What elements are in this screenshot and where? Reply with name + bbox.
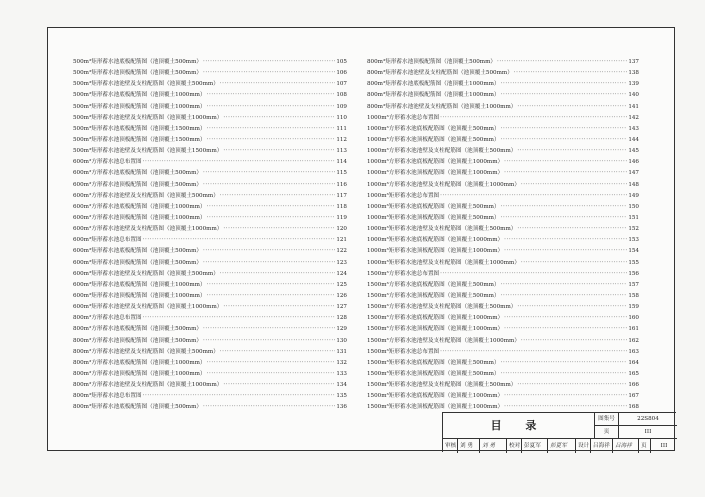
toc-leader-dots	[223, 380, 335, 391]
toc-entry	[367, 180, 639, 191]
toc-leader-dots	[501, 79, 628, 90]
toc-entry	[73, 102, 347, 113]
toc-entry-page: 127	[336, 304, 347, 311]
toc-entry-title: 1000m³方形蓄水池底板配筋图（池顶覆土500mm）	[367, 125, 500, 132]
toc-entry-page: 164	[628, 359, 639, 366]
toc-leader-dots	[207, 102, 336, 113]
toc-leader-dots	[497, 57, 627, 68]
toc-leader-dots	[501, 90, 628, 101]
toc-entry	[73, 191, 347, 202]
toc-entry	[73, 224, 347, 235]
toc-leader-dots	[440, 191, 627, 202]
toc-entry-page: 144	[628, 136, 639, 143]
toc-entry-page: 136	[336, 404, 347, 411]
toc-entry-page: 154	[628, 248, 639, 255]
toc-leader-dots	[220, 347, 336, 358]
toc-leader-dots	[143, 391, 336, 402]
toc-entry-title: 1000m³矩形蓄水池池壁及支柱配筋图（池顶覆土500mm）	[367, 226, 517, 233]
toc-entry-title: 600m³方形蓄水池底板配筋图（池顶覆土500mm）	[73, 170, 203, 177]
toc-entry-page: 141	[628, 103, 639, 110]
toc-entry-page: 138	[628, 70, 639, 77]
toc-leader-dots	[203, 68, 335, 79]
toc-entry-title: 1500m³方形蓄水池底板配筋图（池顶覆土1000mm）	[367, 315, 504, 322]
toc-entry-title: 800m³矩形蓄水池总布置图	[73, 393, 142, 400]
toc-entry-title: 1000m³方形蓄水池顶板配筋图（池顶覆土500mm）	[367, 136, 500, 143]
toc-entry-title: 1500m³矩形蓄水池总布置图	[367, 348, 440, 355]
toc-entry-title: 1000m³方形蓄水池总布置图	[367, 114, 440, 121]
toc-entry	[367, 57, 639, 68]
toc-entry	[367, 324, 639, 335]
toc-entry-title: 500m³矩形蓄水池池壁及支柱配筋图（池顶覆土1500mm）	[73, 148, 223, 155]
toc-entry-page: 119	[336, 214, 347, 221]
toc-entry	[367, 347, 639, 358]
toc-entry-page: 163	[628, 348, 639, 355]
toc-entry-page: 125	[336, 281, 347, 288]
toc-entry	[73, 124, 347, 135]
toc-entry	[367, 224, 639, 235]
toc-entry-title: 1000m³矩形蓄水池顶板配筋图（池顶覆土1000mm）	[367, 248, 504, 255]
toc-entry-title: 600m³方形蓄水池池壁及支柱配筋图（池顶覆土500mm）	[73, 192, 219, 199]
toc-entry-title: 1500m³方形蓄水池顶板配筋图（池顶覆土1000mm）	[367, 326, 504, 333]
toc-entry-page: 135	[336, 393, 347, 400]
toc-entry	[367, 79, 639, 90]
toc-entry-title: 600m³方形蓄水池顶板配筋图（池顶覆土1000mm）	[73, 214, 206, 221]
toc-entry-title: 1500m³方形蓄水池总布置图	[367, 270, 440, 277]
toc-entry-page: 117	[336, 192, 347, 199]
toc-entry-page: 159	[628, 304, 639, 311]
toc-leader-dots	[220, 269, 336, 280]
toc-entry-title: 500m³矩形蓄水池顶板配筋图（池顶覆土1500mm）	[73, 136, 206, 143]
toc-entry-title: 600m³矩形蓄水池顶板配筋图（池顶覆土500mm）	[73, 259, 203, 266]
toc-entry	[73, 113, 347, 124]
toc-entry-page: 162	[628, 337, 639, 344]
toc-leader-dots	[203, 168, 335, 179]
toc-entry-page: 147	[628, 170, 639, 177]
toc-entry-page: 111	[336, 125, 347, 132]
toc-entry	[73, 157, 347, 168]
toc-entry	[367, 369, 639, 380]
toc-entry-page: 118	[336, 203, 347, 210]
toc-entry-title: 1000m³矩形蓄水池顶板配筋图（池顶覆土500mm）	[367, 214, 500, 221]
toc-entry-page: 151	[628, 214, 639, 221]
toc-entry	[73, 235, 347, 246]
toc-leader-dots	[504, 391, 627, 402]
toc-entry	[367, 102, 639, 113]
toc-entry-title: 1000m³矩形蓄水池底板配筋图（池顶覆土1000mm）	[367, 237, 504, 244]
toc-leader-dots	[223, 113, 335, 124]
toc-entry	[367, 336, 639, 347]
toc-leader-dots	[143, 157, 336, 168]
toc-entry	[73, 57, 347, 68]
toc-entry-page: 149	[628, 192, 639, 199]
toc-entry-page: 116	[336, 181, 347, 188]
toc-column-right	[367, 57, 639, 414]
toc-entry-page: 165	[628, 370, 639, 377]
toc-leader-dots	[521, 180, 627, 191]
title-block	[442, 412, 676, 452]
toc-entry-page: 124	[336, 270, 347, 277]
toc-entry-page: 129	[336, 326, 347, 333]
toc-leader-dots	[521, 336, 627, 347]
toc-entry	[73, 347, 347, 358]
toc-leader-dots	[220, 191, 336, 202]
toc-entry	[73, 358, 347, 369]
toc-leader-dots	[207, 135, 336, 146]
toc-leader-dots	[504, 324, 627, 335]
toc-leader-dots	[223, 302, 335, 313]
toc-entry	[367, 124, 639, 135]
toc-leader-dots	[203, 246, 335, 257]
toc-entry-page: 113	[336, 148, 347, 155]
toc-leader-dots	[203, 402, 335, 413]
toc-entry-title: 600m³方形蓄水池底板配筋图（池顶覆土1000mm）	[73, 203, 206, 210]
toc-leader-dots	[220, 79, 336, 90]
toc-entry	[367, 168, 639, 179]
toc-entry	[73, 369, 347, 380]
toc-entry-page: 114	[336, 159, 347, 166]
toc-entry-page: 158	[628, 292, 639, 299]
toc-entry	[367, 113, 639, 124]
toc-leader-dots	[521, 258, 627, 269]
toc-entry	[367, 191, 639, 202]
toc-entry-title: 500m³矩形蓄水池池壁及支柱配筋图（池顶覆土1000mm）	[73, 114, 223, 121]
toc-entry-page: 123	[336, 259, 347, 266]
toc-entry-page: 108	[336, 92, 347, 99]
toc-leader-dots	[223, 146, 335, 157]
design-label: 设计	[576, 439, 591, 453]
toc-entry-page: 161	[628, 326, 639, 333]
toc-entry-title: 500m³矩形蓄水池底板配筋图（池顶覆土500mm）	[73, 59, 203, 65]
toc-entry-page: 143	[628, 125, 639, 132]
toc-entry-title: 1500m³方形蓄水池池壁及支柱配筋图（池顶覆土500mm）	[367, 304, 517, 311]
toc-entry-title: 800m³矩形蓄水池底板配筋图（池顶覆土500mm）	[73, 404, 203, 411]
toc-entry	[367, 246, 639, 257]
toc-entry-page: 168	[628, 404, 639, 411]
atlas-number-label: 图集号	[595, 413, 619, 426]
toc-entry	[73, 313, 347, 324]
toc-leader-dots	[514, 68, 628, 79]
toc-entry-title: 1500m³方形蓄水池池壁及支柱配筋图（池顶覆土1000mm）	[367, 337, 520, 344]
toc-leader-dots	[223, 224, 335, 235]
toc-entry-title: 1500m³矩形蓄水池底板配筋图（池顶覆土1000mm）	[367, 393, 504, 400]
toc-entry-page: 150	[628, 203, 639, 210]
toc-entry-title: 1000m³方形蓄水池底板配筋图（池顶覆土1000mm）	[367, 159, 504, 166]
toc-leader-dots	[501, 369, 628, 380]
toc-entry	[73, 302, 347, 313]
toc-entry	[73, 380, 347, 391]
toc-entry-page: 112	[336, 136, 347, 143]
toc-leader-dots	[501, 135, 628, 146]
toc-entry-page: 105	[336, 59, 347, 65]
toc-entry-title: 600m³矩形蓄水池底板配筋图（池顶覆土1000mm）	[73, 281, 206, 288]
toc-entry-page: 109	[336, 103, 347, 110]
toc-entry	[367, 313, 639, 324]
toc-entry-title: 1500m³矩形蓄水池顶板配筋图（池顶覆土500mm）	[367, 370, 500, 377]
toc-entry-page: 137	[628, 59, 639, 65]
toc-entry	[73, 324, 347, 335]
toc-entry	[367, 258, 639, 269]
toc-entry-title: 1500m³方形蓄水池底板配筋图（池顶覆土500mm）	[367, 281, 500, 288]
toc-entry-page: 106	[336, 70, 347, 77]
toc-entry-page: 128	[336, 315, 347, 322]
toc-entry-title: 800m³方形蓄水池顶板配筋图（池顶覆土1000mm）	[73, 370, 206, 377]
toc-entry	[73, 135, 347, 146]
toc-leader-dots	[207, 369, 336, 380]
toc-leader-dots	[203, 324, 335, 335]
toc-leader-dots	[203, 180, 335, 191]
toc-leader-dots	[517, 146, 627, 157]
toc-entry	[367, 157, 639, 168]
toc-leader-dots	[517, 380, 627, 391]
toc-entry-page: 148	[628, 181, 639, 188]
toc-entry	[367, 90, 639, 101]
toc-leader-dots	[501, 213, 628, 224]
toc-entry	[73, 146, 347, 157]
toc-entry-page: 110	[336, 114, 347, 121]
toc-leader-dots	[501, 202, 628, 213]
toc-entry	[73, 336, 347, 347]
toc-entry-page: 146	[628, 159, 639, 166]
toc-entry-title: 600m³矩形蓄水池池壁及支柱配筋图（池顶覆土1000mm）	[73, 304, 223, 311]
toc-entry	[73, 258, 347, 269]
toc-entry-title: 1000m³方形蓄水池顶板配筋图（池顶覆土1000mm）	[367, 170, 504, 177]
toc-entry-page: 121	[336, 237, 347, 244]
toc-leader-dots	[207, 213, 336, 224]
title-block-title: 目 录	[443, 413, 595, 439]
toc-entry	[367, 302, 639, 313]
toc-leader-dots	[517, 224, 627, 235]
atlas-number-value: 22S804	[619, 413, 677, 426]
toc-entry-title: 800m³方形蓄水池总布置图	[73, 315, 142, 322]
toc-entry	[73, 202, 347, 213]
toc-entry-title: 1000m³矩形蓄水池池壁及支柱配筋图（池顶覆土1000mm）	[367, 259, 520, 266]
toc-entry-page: 130	[336, 337, 347, 344]
toc-entry	[367, 380, 639, 391]
toc-entry-title: 500m³矩形蓄水池底板配筋图（池顶覆土1000mm）	[73, 92, 206, 99]
toc-entry-title: 800m³方形蓄水池顶板配筋图（池顶覆土500mm）	[73, 337, 203, 344]
toc-entry-page: 145	[628, 148, 639, 155]
toc-leader-dots	[517, 302, 627, 313]
toc-leader-dots	[207, 280, 336, 291]
toc-leader-dots	[504, 168, 627, 179]
toc-entry	[367, 391, 639, 402]
toc-leader-dots	[207, 202, 336, 213]
toc-entry-title: 1500m³方形蓄水池顶板配筋图（池顶覆土500mm）	[367, 292, 500, 299]
toc-entry	[73, 391, 347, 402]
toc-entry	[367, 235, 639, 246]
toc-entry-title: 800m³方形蓄水池底板配筋图（池顶覆土500mm）	[73, 326, 203, 333]
signature-row	[443, 439, 677, 453]
toc-entry-page: 160	[628, 315, 639, 322]
drawing-frame	[47, 27, 675, 451]
toc-entry-page: 140	[628, 92, 639, 99]
toc-leader-dots	[504, 157, 627, 168]
toc-entry-title: 600m³矩形蓄水池底板配筋图（池顶覆土500mm）	[73, 248, 203, 255]
toc-entry	[73, 280, 347, 291]
toc-leader-dots	[203, 258, 335, 269]
toc-leader-dots	[501, 124, 628, 135]
page-value-bottom: III	[660, 443, 668, 449]
toc-entry-page: 115	[336, 170, 347, 177]
toc-leader-dots	[207, 358, 336, 369]
toc-entry	[73, 79, 347, 90]
toc-entry-title: 800m³方形蓄水池底板配筋图（池顶覆土1000mm）	[73, 359, 206, 366]
toc-column-left	[73, 57, 347, 414]
toc-leader-dots	[203, 336, 335, 347]
page-label-bottom: 页	[639, 439, 651, 453]
toc-entry	[73, 246, 347, 257]
toc-entry-page: 167	[628, 393, 639, 400]
toc-entry-title: 800m³方形蓄水池池壁及支柱配筋图（池顶覆土500mm）	[73, 348, 219, 355]
toc-entry-title: 1500m³矩形蓄水池顶板配筋图（池顶覆土1000mm）	[367, 404, 504, 411]
toc-leader-dots	[440, 113, 627, 124]
toc-entry	[367, 146, 639, 157]
page-number-value: III	[619, 426, 677, 439]
toc-entry	[73, 402, 347, 413]
toc-entry-title: 1000m³矩形蓄水池总布置图	[367, 192, 440, 199]
toc-entry-page: 107	[336, 81, 347, 88]
toc-entry-title: 500m³矩形蓄水池顶板配筋图（池顶覆土500mm）	[73, 70, 203, 77]
toc-entry	[367, 358, 639, 369]
toc-entry-title: 600m³矩形蓄水池池壁及支柱配筋图（池顶覆土500mm）	[73, 270, 219, 277]
toc-entry-page: 166	[628, 382, 639, 389]
review-signature: 刘 勇	[480, 439, 507, 453]
toc-entry-title: 600m³方形蓄水池池壁及支柱配筋图（池顶覆土1000mm）	[73, 226, 223, 233]
toc-entry-title: 1500m³矩形蓄水池池壁及支柱配筋图（池顶覆土500mm）	[367, 382, 517, 389]
toc-entry-title: 600m³方形蓄水池顶板配筋图（池顶覆土500mm）	[73, 181, 203, 188]
toc-entry	[367, 280, 639, 291]
toc-leader-dots	[207, 291, 336, 302]
toc-entry	[73, 68, 347, 79]
toc-entry-title: 1000m³方形蓄水池池壁及支柱配筋图（池顶覆土500mm）	[367, 148, 517, 155]
review-name: 刘 勇	[458, 439, 480, 453]
toc-entry-title: 1000m³矩形蓄水池底板配筋图（池顶覆土500mm）	[367, 203, 500, 210]
toc-leader-dots	[517, 102, 627, 113]
toc-entry	[73, 180, 347, 191]
toc-entry-title: 600m³方形蓄水池总布置图	[73, 159, 142, 166]
design-name: 吕海祥	[591, 439, 613, 453]
toc-leader-dots	[501, 358, 628, 369]
toc-entry-title: 800m³矩形蓄水池池壁及支柱配筋图（池顶覆土1000mm）	[367, 103, 517, 110]
toc-entry-title: 600m³矩形蓄水池总布置图	[73, 237, 142, 244]
check-signature: 彭夏军	[548, 439, 576, 453]
toc-leader-dots	[207, 90, 336, 101]
toc-entry-page: 120	[336, 226, 347, 233]
page-label: 页	[595, 426, 619, 439]
toc-entry	[367, 291, 639, 302]
review-label: 审核	[443, 439, 458, 453]
toc-entry-title: 500m³矩形蓄水池底板配筋图（池顶覆土1500mm）	[73, 125, 206, 132]
toc-entry	[367, 202, 639, 213]
check-name: 彭夏军	[522, 439, 548, 453]
toc-entry-title: 1000m³方形蓄水池池壁及支柱配筋图（池顶覆土1000mm）	[367, 181, 520, 188]
toc-entry-title: 800m³矩形蓄水池顶板配筋图（池顶覆土500mm）	[367, 59, 497, 65]
toc-entry	[367, 269, 639, 280]
toc-entry-page: 152	[628, 226, 639, 233]
check-label: 校对	[507, 439, 522, 453]
toc-leader-dots	[504, 313, 627, 324]
toc-entry-page: 132	[336, 359, 347, 366]
toc-entry-page: 126	[336, 292, 347, 299]
toc-entry-title: 800m³矩形蓄水池底板配筋图（池顶覆土1000mm）	[367, 81, 500, 88]
toc-entry	[367, 213, 639, 224]
toc-entry-title: 500m³矩形蓄水池池壁及支柱配筋图（池顶覆土500mm）	[73, 81, 219, 88]
toc-entry-page: 122	[336, 248, 347, 255]
toc-leader-dots	[207, 124, 336, 135]
toc-entry	[73, 269, 347, 280]
toc-leader-dots	[504, 246, 627, 257]
toc-leader-dots	[143, 235, 336, 246]
toc-entry	[367, 135, 639, 146]
toc-entry-title: 800m³方形蓄水池池壁及支柱配筋图（池顶覆土1000mm）	[73, 382, 223, 389]
toc-leader-dots	[504, 235, 627, 246]
toc-entry-page: 134	[336, 382, 347, 389]
toc-leader-dots	[501, 280, 628, 291]
toc-entry-page: 131	[336, 348, 347, 355]
toc-entry	[73, 90, 347, 101]
toc-entry-page: 133	[336, 370, 347, 377]
toc-leader-dots	[203, 57, 335, 68]
toc-leader-dots	[143, 313, 336, 324]
toc-entry-page: 155	[628, 259, 639, 266]
toc-entry-page: 142	[628, 114, 639, 121]
toc-leader-dots	[440, 347, 627, 358]
toc-entry	[73, 213, 347, 224]
toc-entry-title: 800m³矩形蓄水池顶板配筋图（池顶覆土1000mm）	[367, 92, 500, 99]
toc-leader-dots	[501, 291, 628, 302]
toc-entry	[73, 291, 347, 302]
toc-leader-dots	[440, 269, 627, 280]
design-signature: 吕海祥	[613, 439, 639, 453]
toc-entry-title: 600m³矩形蓄水池顶板配筋图（池顶覆土1000mm）	[73, 292, 206, 299]
toc-entry-title: 500m³矩形蓄水池顶板配筋图（池顶覆土1000mm）	[73, 103, 206, 110]
toc-entry-title: 800m³矩形蓄水池池壁及支柱配筋图（池顶覆土500mm）	[367, 70, 513, 77]
toc-entry-page: 156	[628, 270, 639, 277]
toc-entry-page: 157	[628, 281, 639, 288]
toc-entry-page: 139	[628, 81, 639, 88]
toc-entry	[367, 68, 639, 79]
toc-entry	[73, 168, 347, 179]
toc-entry-title: 1500m³矩形蓄水池底板配筋图（池顶覆土500mm）	[367, 359, 500, 366]
toc-entry-page: 153	[628, 237, 639, 244]
